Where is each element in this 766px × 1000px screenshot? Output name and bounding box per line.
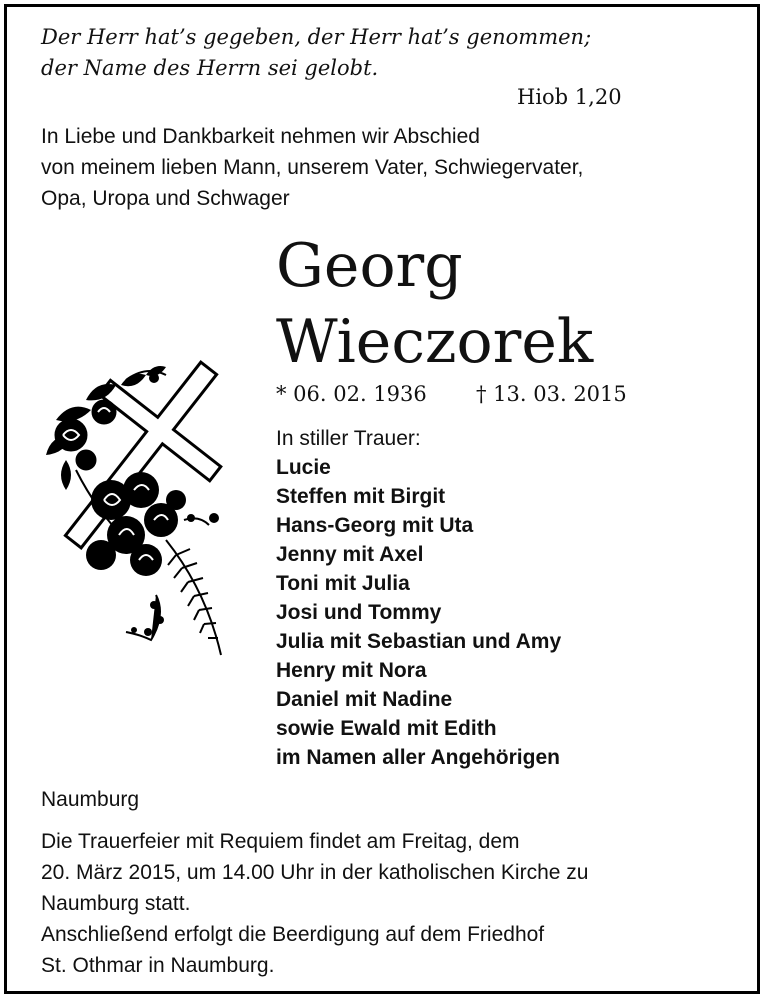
verse-line-2: der Name des Herrn sei gelobt. (41, 56, 379, 80)
mourner-name: Josi und Tommy (276, 601, 442, 624)
birth-date: * 06. 02. 1936 (276, 382, 427, 406)
verse-reference: Hiob 1,20 (517, 85, 622, 109)
mourner-name: Daniel mit Nadine (276, 688, 453, 711)
verse-line-1: Der Herr hat’s gegeben, der Herr hat’s genommen; (41, 25, 592, 49)
cross-with-roses-icon (26, 340, 256, 670)
intro-line-2: von meinem lieben Mann, unserem Vater, Schwiegervater, (41, 156, 584, 179)
service-info (41, 826, 588, 981)
mourner-name: Hans-Georg mit Uta (276, 514, 474, 537)
service-line-4: Anschließend erfolgt die Beerdigung auf dem Friedhof (41, 923, 545, 946)
mourner-name: Jenny mit Axel (276, 543, 424, 566)
service-line-2: 20. März 2015, um 14.00 Uhr in der katholischen Kirche zu (41, 861, 589, 884)
mourner-name: im Namen aller Angehörigen (276, 746, 560, 769)
mourner-name: sowie Ewald mit Edith (276, 717, 497, 740)
intro-line-3: Opa, Uropa und Schwager (41, 187, 290, 210)
service-line-5: St. Othmar in Naumburg. (41, 954, 275, 977)
first-name: Georg (276, 231, 463, 301)
mourners-list (276, 424, 561, 772)
death-date: † 13. 03. 2015 (476, 382, 627, 406)
place-name: Naumburg (41, 788, 140, 811)
mourner-name: Julia mit Sebastian und Amy (276, 630, 562, 653)
service-line-1: Die Trauerfeier mit Requiem findet am Freitag, dem (41, 830, 520, 853)
mourners-heading: In stiller Trauer: (276, 427, 421, 450)
intro-text (41, 121, 583, 214)
life-dates (276, 382, 627, 406)
last-name: Wieczorek (276, 307, 594, 377)
service-line-3: Naumburg statt. (41, 892, 191, 915)
mourner-name: Steffen mit Birgit (276, 485, 446, 508)
mourner-name: Lucie (276, 456, 331, 479)
intro-line-1: In Liebe und Dankbarkeit nehmen wir Abschied (41, 125, 480, 148)
bible-verse (41, 22, 681, 84)
mourner-name: Henry mit Nora (276, 659, 427, 682)
deceased-name (276, 228, 593, 380)
mourner-name: Toni mit Julia (276, 572, 410, 595)
